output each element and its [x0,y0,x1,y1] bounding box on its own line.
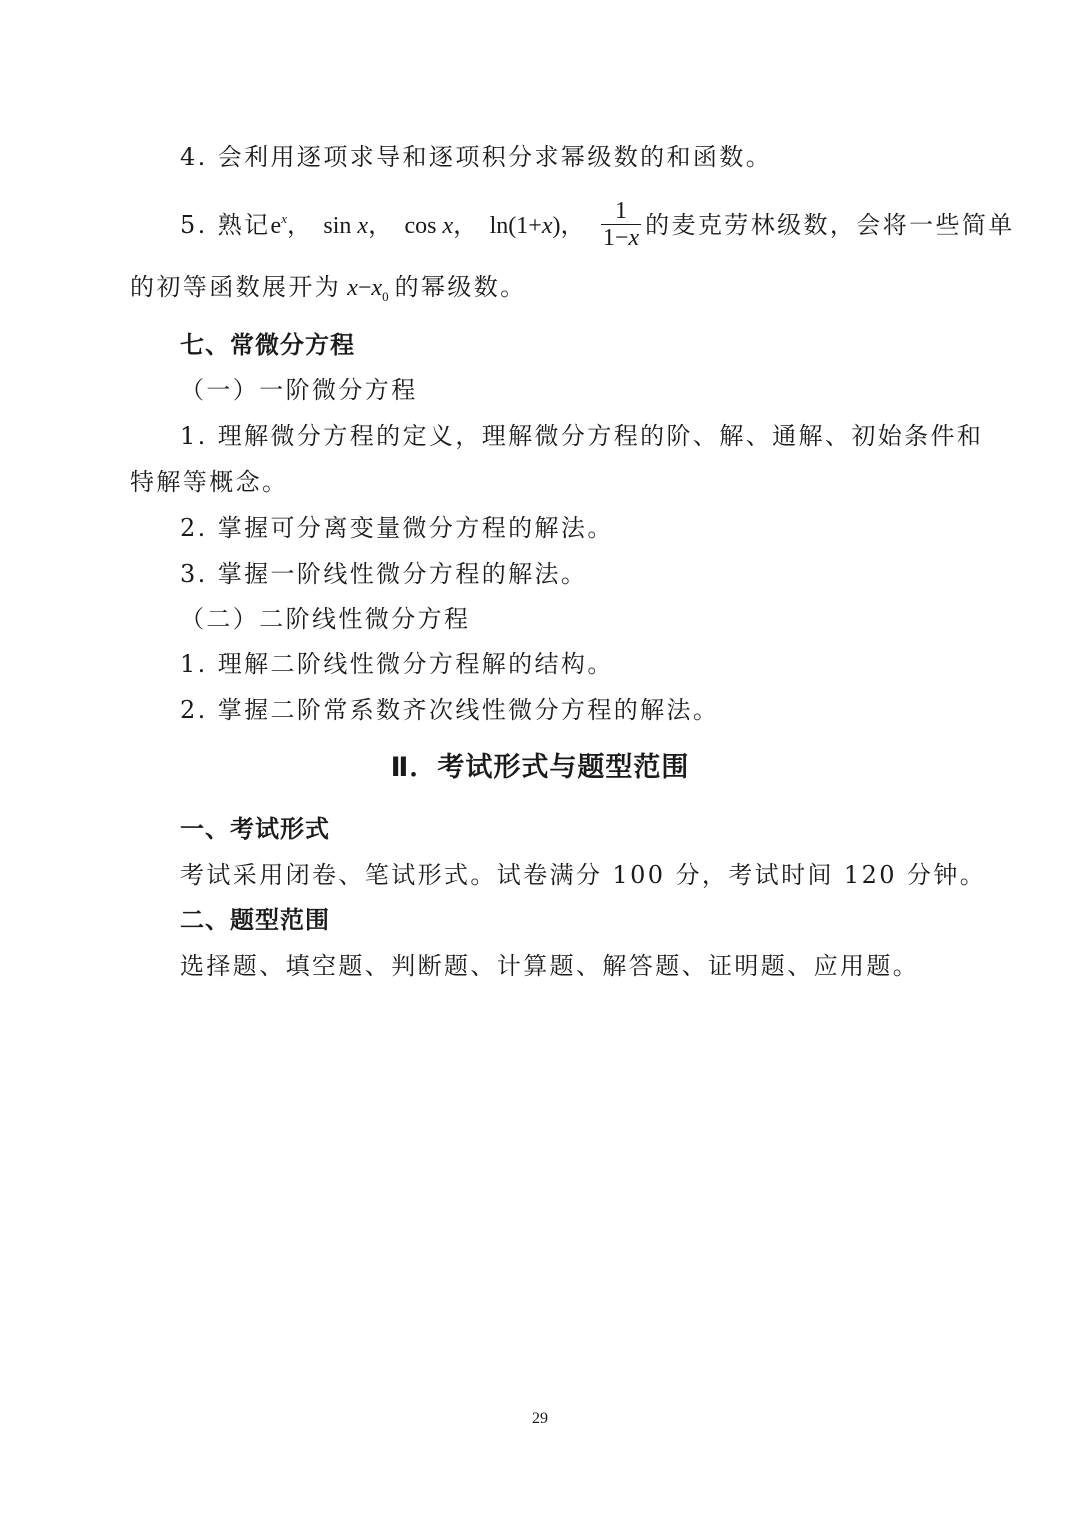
den-part: 1− [602,225,629,251]
sub2-item1: 1. 理解二阶线性微分方程解的结构。 [180,650,614,678]
sep: ， [286,211,314,239]
ln-var: x [541,213,553,239]
math-sin [323,213,368,239]
exam-form-text: 考试采用闭卷、笔试形式。试卷满分 100 分，考试时间 120 分钟。 [180,861,987,889]
sub1-item3: 3. 掌握一阶线性微分方程的解法。 [180,560,588,588]
sub1-item1-line1: 1. 理解微分方程的定义，理解微分方程的阶、解、通解、初始条件和 [180,422,984,450]
math-fraction [601,198,641,251]
item-5-prefix: 5. 熟记 [180,211,271,239]
cos-fn: cos [404,213,437,239]
sub1-item1-line2: 特解等概念。 [130,468,289,496]
sin-var: x [357,213,369,239]
var-x: x [347,275,358,301]
ln-fn: ln(1+ [489,213,542,239]
sep: ， [453,211,480,239]
question-types-text: 选择题、填空题、判断题、计算题、解答题、证明题、应用题。 [180,952,920,980]
chapter-7-heading: 七、常微分方程 [180,331,355,359]
sub1-item2: 2. 掌握可分离变量微分方程的解法。 [180,514,614,542]
ln-close: ) [552,213,561,239]
var-x0: x [371,275,383,301]
subsection-2-heading: （二）二阶线性微分方程 [180,605,471,633]
section-2-title: Ⅱ．考试形式与题型范围 [390,752,690,783]
sin-fn: sin [323,213,352,239]
exp-sup: x [281,211,287,226]
exp-base: e [270,213,282,239]
item-5-cont-prefix: 的初等函数展开为 [130,273,342,301]
sub2-item2: 2. 掌握二阶常系数齐次线性微分方程的解法。 [180,696,720,724]
fraction-denominator [601,225,641,251]
math-x-minus-x0 [341,275,394,304]
item-5-line1 [180,200,1015,253]
exam-form-heading: 一、考试形式 [180,815,330,843]
fraction-numerator: 1 [601,198,641,225]
sep: ， [368,211,395,239]
minus-sign: − [357,275,372,301]
subsection-1-heading: （一）一阶微分方程 [180,376,418,404]
subscript-0: 0 [382,289,389,304]
item-5-cont-suffix: 的幂级数。 [394,273,527,301]
math-cos [405,213,454,239]
cos-var: x [442,213,454,239]
page-number: 29 [532,1410,548,1427]
item-5-suffix: 的麦克劳林级数，会将一些简单 [645,211,1015,239]
item-5-line2 [130,272,527,312]
item-4: 4. 会利用逐项求导和逐项积分求幂级数的和函数。 [180,143,773,171]
math-exp [271,213,287,239]
sep: ， [560,211,587,239]
den-var: x [628,225,640,251]
math-ln [490,213,561,239]
question-types-heading: 二、题型范围 [180,906,330,934]
